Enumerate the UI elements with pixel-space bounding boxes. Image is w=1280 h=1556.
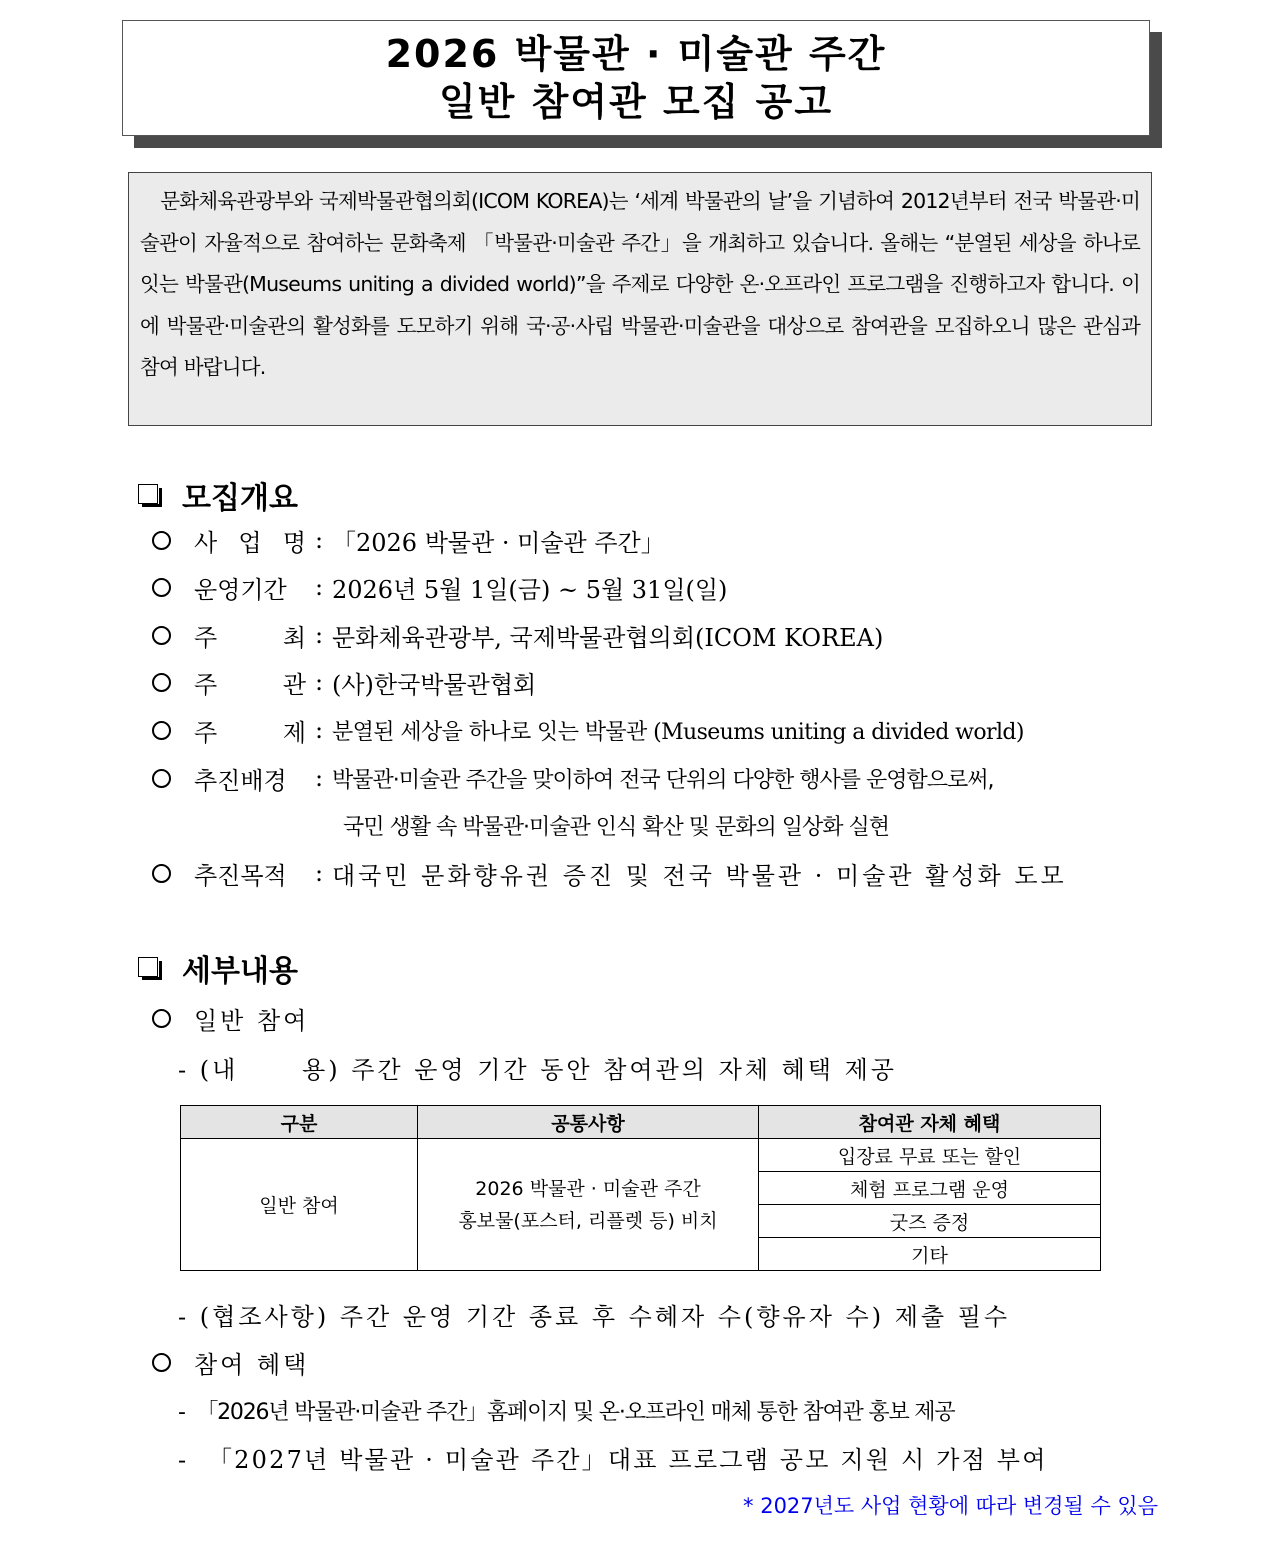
row-label: 사 업 명: [194, 528, 306, 557]
intro-paragraph: [128, 172, 1152, 426]
circle-bullet-icon: [152, 578, 171, 597]
section-details: [138, 948, 298, 988]
circle-bullet-icon: [152, 626, 171, 645]
row-value: 문화체육관광부, 국제박물관협의회(ICOM KOREA): [332, 623, 884, 652]
circle-bullet-icon: [152, 1353, 171, 1372]
overview-row-background: 추진배경 : 박물관·미술관 주간을 맞이하여 전국 단위의 다양한 행사를 운영함으로써,: [152, 758, 994, 798]
overview-row-purpose: 추진목적 : 대국민 문화향유권 증진 및 전국 박물관 · 미술관 활성화 도모: [152, 853, 1067, 893]
table-cell-benefit: 기타: [759, 1238, 1101, 1271]
table-cell-common: 2026 박물관 · 미술관 주간 홍보물(포스터, 리플렛 등) 비치: [418, 1139, 759, 1271]
overview-row-period: 운영기간 : 2026년 5월 1일(금) ~ 5월 31일(일): [152, 567, 727, 607]
table-cell-category: 일반 참여: [181, 1139, 418, 1271]
table-cell-benefit: 체험 프로그램 운영: [759, 1172, 1101, 1205]
change-note: * 2027년도 사업 현황에 따라 변경될 수 있음: [743, 1494, 1158, 1518]
cooperation-line: - (협조사항) 주간 운영 기간 종료 후 수혜자 수(향유자 수) 제출 필수: [178, 1302, 1011, 1331]
circle-bullet-icon: [152, 673, 171, 692]
row-value: 분열된 세상을 하나로 잇는 박물관 (Museums uniting a divided world): [332, 719, 1024, 745]
table-header: 공통사항: [418, 1106, 759, 1139]
circle-bullet-icon: [152, 721, 171, 740]
checkbox-bullet-icon: [138, 957, 160, 979]
table-header: 참여관 자체 혜택: [759, 1106, 1101, 1139]
table-cell-benefit: 굿즈 증정: [759, 1205, 1101, 1238]
title-line-1: 2026 박물관 · 미술관 주간: [385, 32, 887, 76]
overview-row-project-name: 사 업 명 : 「2026 박물관 · 미술관 주간」: [152, 520, 665, 560]
checkbox-bullet-icon: [138, 484, 160, 506]
title-box: [122, 20, 1150, 136]
row-value: (사)한국박물관협회: [332, 670, 537, 699]
row-value: 대국민 문화향유권 증진 및 전국 박물관 · 미술관 활성화 도모: [332, 861, 1067, 890]
table-header: 구분: [181, 1106, 418, 1139]
row-value: 박물관·미술관 주간을 맞이하여 전국 단위의 다양한 행사를 운영함으로써,: [332, 767, 994, 793]
table-header-row: [181, 1106, 1101, 1139]
title-line-2: 일반 참여관 모집 공고: [438, 80, 834, 124]
row-label: 추진목적: [194, 861, 287, 890]
row-label: 운영기간: [194, 575, 287, 604]
benefit-line-2: - 「2027년 박물관 · 미술관 주간」대표 프로그램 공모 지원 시 가점 부여: [178, 1445, 1048, 1474]
overview-row-theme: 주 제 : 분열된 세상을 하나로 잇는 박물관 (Museums uniting a divided world): [152, 710, 1024, 750]
row-label: 주 관: [194, 670, 306, 699]
circle-bullet-icon: [152, 1009, 171, 1028]
intro-text: 문화체육관광부와 국제박물관협의회(ICOM KOREA)는 ‘세계 박물관의 날’을 기념하여 2012년부터 전국 박물관·미술관이 자율적으로 참여하는 문화축제 「박물관·미술관 주간」을 개최하고 있습니다. 올해는 “분열된 세상을 하나로 잇는 박물관(Museums uniting a divided world)”을 주제로 다양한 온·오프라인 프로그램을 진행하고자 합니다. 이에 박물관·미술관의 활성화를 도모하기 위해 국·공·사립 박물관·미술관을 대상으로 참여관을 모집하오니 많은 관심과 참여 바랍니다.: [140, 189, 1140, 379]
section-recruitment-overview: [138, 475, 298, 515]
content-line: - (내 용) 주간 운영 기간 동안 참여관의 자체 혜택 제공: [178, 1055, 897, 1084]
row-value: 2026년 5월 1일(금) ~ 5월 31일(일): [332, 575, 728, 604]
circle-bullet-icon: [152, 531, 171, 550]
benefit-line-1: - 「2026년 박물관·미술관 주간」홈페이지 및 온·오프라인 매체 통한 참여관 홍보 제공: [178, 1399, 955, 1425]
row-label: 주 최: [194, 623, 306, 652]
circle-bullet-icon: [152, 864, 171, 883]
table-row: [181, 1139, 1101, 1172]
background-continuation: 국민 생활 속 박물관·미술관 인식 확산 및 문화의 일상화 실현: [343, 814, 889, 840]
section-title: 모집개요: [182, 481, 298, 516]
overview-row-host: 주 최 : 문화체육관광부, 국제박물관협의회(ICOM KOREA): [152, 615, 883, 655]
title-banner: [122, 20, 1150, 136]
row-label: 주 제: [194, 718, 306, 747]
benefits-heading: 참여 혜택: [152, 1342, 309, 1382]
general-participation-heading: 일반 참여: [152, 998, 309, 1038]
section-title: 세부내용: [182, 954, 298, 989]
overview-row-organizer: 주 관 : (사)한국박물관협회: [152, 662, 536, 702]
row-label: 추진배경: [194, 766, 287, 795]
row-value: 「2026 박물관 · 미술관 주간」: [332, 528, 665, 557]
participation-table: [180, 1105, 1101, 1271]
circle-bullet-icon: [152, 769, 171, 788]
table-cell-benefit: 입장료 무료 또는 할인: [759, 1139, 1101, 1172]
